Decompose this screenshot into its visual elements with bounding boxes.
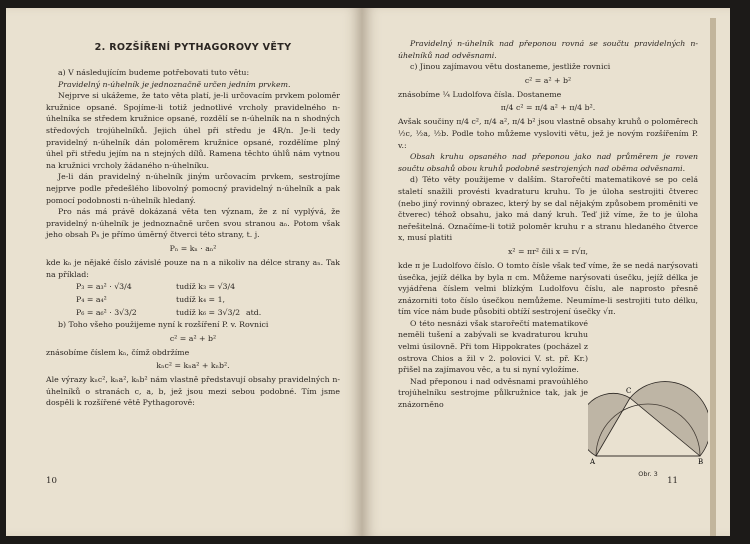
equation-row [76,306,340,319]
paragraph: Nad přeponou i nad odvěsnami pravoúhlého trojúhelníku sestrojme půlkružnice tak, jak je znázorněno [398,376,588,410]
paragraph: Je-li dán pravidelný n-úhelník jiným určovacím prvkem, sestrojíme nejprve podle předešlého libovolný pomocný pravidelný n-úhelník a pak pomocí podobnosti n-úhelník hledaný. [46,172,340,205]
paragraph: b) Toho všeho použijeme nyní k rozšíření P. v. Rovnici [58,320,269,330]
theorem-text: Obsah kruhu opsaného nad přeponou jako nad průměrem je roven součtu obsahů obou kruhů podobně sestrojených nad oběma odvěsnami. [398,152,698,173]
equation: c² = a² + b² [169,333,217,343]
page-number: 11 [667,476,678,486]
paragraph: kde kₙ je nějaké číslo závislé pouze na n a nikoliv na délce strany aₙ. Tak na příklad: [46,257,340,279]
equation-cell: atd. [246,308,262,318]
equation-cell: tudíž k₆ = 3√3/2 [176,308,241,318]
equation-cell: P₃ = a₃² · √3/4 [76,282,132,292]
equation: x² = πr² čili x = r√π, [508,246,588,256]
equation: Pₙ = kₙ · aₙ² [169,243,217,253]
paragraph: d) Této věty použijeme v dalším. Starořečtí matematikové se po celá staletí snažili provésti kvadraturu kruhu. To je úloha sestrojiti čtverec (nebo jiný rovinný obrazec, který by se dal nějakým způsobem proměniti ve čtverec) téhož obsahu, jako má daný kruh. Teď již víme, že to je úloha neřešitelná. Označíme-li totiž poloměr kruhu r a stranu hledaného čtverce x, musí platiti [398,175,698,243]
hippocrates-lunes-figure [588,378,708,478]
paragraph: Ale výrazy kₙc², kₙa², kₙb² nám vlastně představují obsahy pravidelných n-úhelníků o stranách c, a, b, jež jsou mezi sebou podobné. Tím jsme dospěli k rozšířené větě Pythagorově: [46,375,340,408]
paragraph: c) Jinou zajímavou větu dostaneme, jestliže rovnici [410,62,611,72]
equation-cell: P₆ = a₆² · 3√3/2 [76,308,137,318]
equation: π/4 c² = π/4 a² + π/4 b². [500,103,596,113]
paragraph: O této nesnázi však starořečtí matematikové neměli tušení a zabývali se kvadraturou kruhu velmi úsilovně. Při tom Hippokrates (pocházel z ostrova Chios a žil v 2. polovici V. st. př. Kr.) přišel na zajímavou věc, a tu si nyní vyložíme. [398,318,588,375]
equation-cell: P₄ = a₄² [76,295,107,305]
vertex-label-c: C [626,387,632,395]
lunes-diagram [588,378,708,468]
page-edge [710,18,716,536]
equation-row [76,280,340,293]
equation-row [76,293,340,306]
equation: kₙc² = kₙa² + kₙb². [156,361,230,371]
page-number: 10 [46,476,57,486]
vertex-label-b: B [698,458,704,466]
paragraph: Avšak součiny π/4 c², π/4 a², π/4 b² jsou vlastně obsahy kruhů o poloměrech ½c, ½a, ½b. Podle toho můžeme vysloviti větu, jež je novým rozšířením P. v.: [398,117,698,150]
theorem-text: Pravidelný n-úhelník nad přeponou rovná se součtu pravidelných n-úhelníků nad odvěsnami. [398,39,698,60]
theorem-text: Pravidelný n-úhelník je jednoznačně určen jedním prvkem. [58,79,291,89]
right-page [362,8,730,536]
section-heading: 2. ROZŠÍŘENÍ PYTHAGOROVY VĚTY [94,42,292,53]
paragraph: Nejprve si ukážeme, že tato věta platí, je-li určovacím prvkem poloměr kružnice opsané. Spojíme-li totiž jednotlivé vrcholy pravidelného n-úhelníka se středem kružnice opsané, rozdělí se n-úhelník na n shodných středových trojúhelníků. Jejich úhel při středu je 4R/n. Je-li tedy pravidelný n-úhelník dán poloměrem kružnice opsané, rozdělíme plný úhel při středu jejím na n stejných dílů. Ramena těchto úhlů nám vytnou na kružnici vrcholy žádaného n-úhelníku. [46,91,340,170]
vertex-label-a: A [590,458,596,466]
figure-caption: Obr. 3 [638,470,658,478]
equation-cell: tudíž k₄ = 1, [176,295,226,305]
paragraph: znásobíme číslem kₙ, čímž obdržíme [46,347,190,357]
paragraph: a) V následujícím budeme potřebovati tuto větu: [58,68,250,77]
left-page [6,8,362,536]
equation-cell: tudíž k₃ = √3/4 [176,282,236,292]
paragraph: znásobíme ¼ Ludolfova čísla. Dostaneme [398,89,562,99]
paragraph: kde π je Ludolfovo číslo. O tomto čísle však teď víme, že se nedá narýsovati úsečka, jejíž délka by byla π cm. Můžeme narýsovati úsečku, jejíž délka je vyjádřena číslem velmi blízkým Ludolfovu číslu, ale naprosto přesně znázorniti toto číslo úsečkou nemůžeme. Neumíme-li sestrojiti tuto délku, tím více nám bude působiti obtíží sestrojení úsečky √π. [398,260,698,317]
equation: c² = a² + b² [524,75,572,85]
paragraph: Pro nás má právě dokázaná věta ten význam, že z ní vyplývá, že pravidelný n-úhelník je jednoznačně určen svou stranou aₙ. Potom však jeho obsah Pₙ je přímo úměrný čtverci této strany, t. j. [46,207,340,240]
